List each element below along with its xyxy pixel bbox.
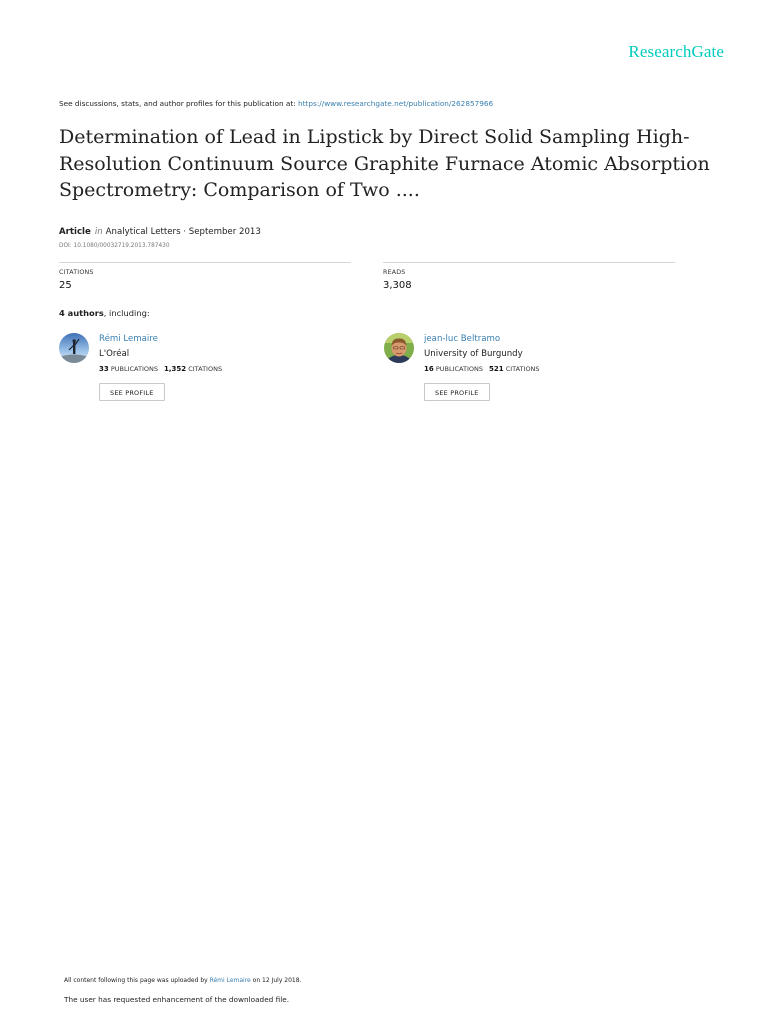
author-citations-label: CITATIONS: [505, 365, 540, 373]
author-publications-count: 33: [99, 365, 109, 373]
avatar-photo-icon: [384, 333, 414, 363]
upload-notice-prefix: All content following this page was uploaded by: [64, 977, 208, 984]
uploader-link[interactable]: Rémi Lemaire: [209, 977, 251, 984]
author-publications-label: PUBLICATIONS: [110, 365, 158, 373]
author-stats: [424, 365, 540, 373]
publication-type: Article: [59, 227, 91, 237]
author-publications-count: 16: [424, 365, 434, 373]
reads-value: 3,308: [383, 280, 412, 291]
authors-suffix: , including:: [103, 308, 150, 318]
see-profile-button[interactable]: SEE PROFILE: [424, 383, 490, 401]
author-citations-count: 521: [488, 365, 504, 373]
author-institution: University of Burgundy: [424, 349, 523, 359]
upload-notice-suffix: on 12 July 2018.: [252, 977, 302, 984]
citations-value: 25: [59, 280, 72, 291]
reads-stat: [383, 262, 675, 291]
author-name-link[interactable]: Rémi Lemaire: [99, 334, 158, 344]
author-stats: [99, 365, 222, 373]
citations-label: CITATIONS: [59, 269, 94, 276]
author-card: [384, 333, 684, 405]
authors-summary: [59, 308, 150, 318]
author-citations-count: 1,352: [163, 365, 187, 373]
discussion-notice-text: See discussions, stats, and author profiles for this publication at:: [59, 99, 296, 108]
enhancement-notice: The user has requested enhancement of the downloaded file.: [64, 995, 290, 1004]
author-citations-label: CITATIONS: [188, 365, 223, 373]
see-profile-button[interactable]: SEE PROFILE: [99, 383, 165, 401]
citations-stat: [59, 262, 351, 291]
author-card: [59, 333, 359, 405]
researchgate-logo[interactable]: ResearchGate: [628, 42, 724, 61]
publication-title: Determination of Lead in Lipstick by Direct Solid Sampling High-Resolution Continuum Source Graphite Furnace Atomic Absorption Spectrometry: Comparison of Two ....: [59, 126, 710, 201]
journal-date[interactable]: Analytical Letters · September 2013: [105, 227, 261, 237]
avatar[interactable]: [384, 333, 414, 363]
in-word: in: [94, 227, 103, 237]
publication-doi: DOI: 10.1080/00032719.2013.787430: [59, 243, 170, 249]
upload-notice: [64, 977, 301, 984]
author-institution: L'Oréal: [99, 349, 130, 359]
authors-count: 4 authors: [59, 308, 104, 318]
discussion-notice: [59, 99, 493, 108]
avatar-photo-icon: [59, 333, 89, 363]
avatar[interactable]: [59, 333, 89, 363]
publication-link[interactable]: https://www.researchgate.net/publication/262857966: [298, 99, 494, 108]
publication-meta: [59, 227, 261, 237]
reads-label: READS: [383, 269, 406, 276]
author-publications-label: PUBLICATIONS: [435, 365, 483, 373]
author-name-link[interactable]: jean-luc Beltramo: [424, 334, 501, 344]
